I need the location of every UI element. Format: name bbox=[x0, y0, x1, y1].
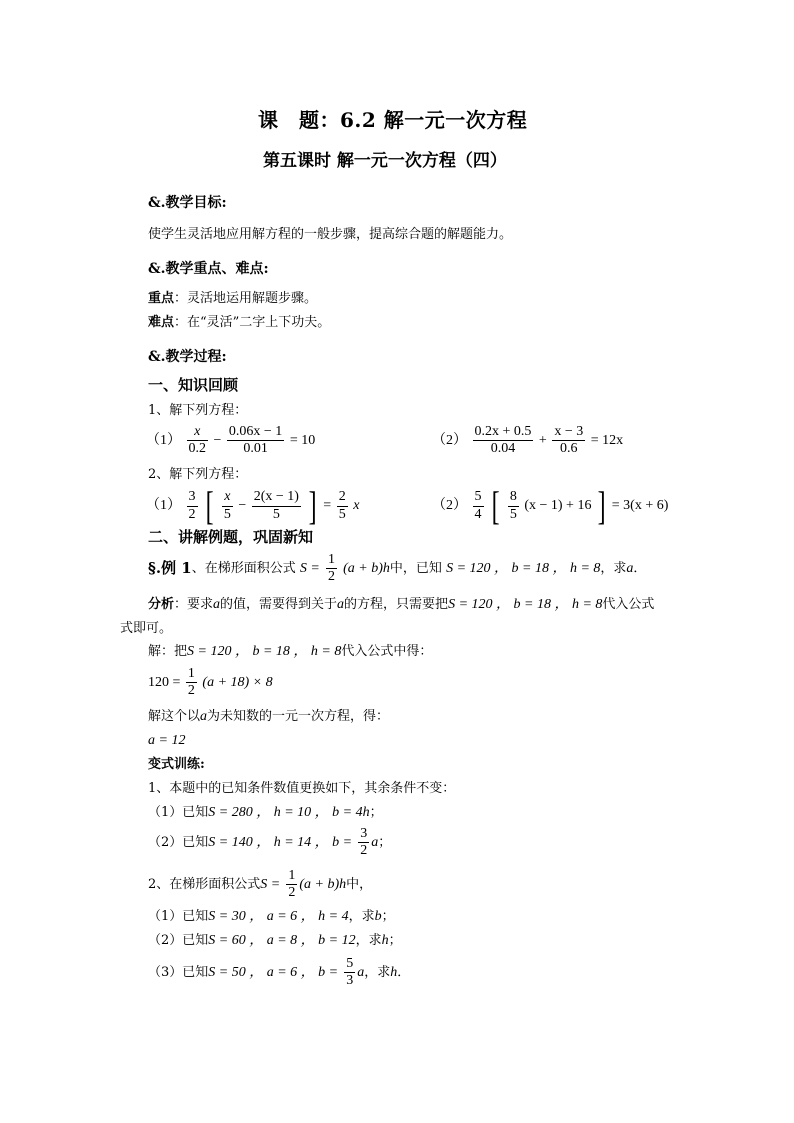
practice-2: 2、在梯形面积公式S = $\frac{1}{2}$ (a + b)h中， bbox=[148, 868, 373, 901]
analysis-label: 分析 bbox=[148, 597, 175, 612]
analysis-continued: 式即可。 bbox=[120, 621, 173, 636]
goals-heading: &.教学目标: bbox=[148, 195, 227, 211]
fraction: $\frac{1}{2}$ bbox=[327, 552, 335, 585]
fraction: $\frac{x}{0.2}$ bbox=[188, 424, 206, 457]
key-label: 重点 bbox=[148, 291, 175, 306]
practice-heading: 变式训练: bbox=[148, 757, 205, 772]
fraction: $\frac{8}{5}$ bbox=[509, 489, 517, 522]
question2-text: 2、解下列方程： bbox=[148, 467, 248, 482]
fraction: $\frac{0.06x - 1}{0.01}$ bbox=[228, 424, 283, 457]
part1-heading: 一、知识回顾 bbox=[148, 376, 239, 394]
key-text: ：灵活地运用解题步骤。 bbox=[174, 291, 318, 306]
example-1: §.例 1、在梯形面积公式 S = $\frac{1}{2}$ (a + b)h中，已知 S = 120 ， b = 18 ， h = 8，求a． bbox=[148, 552, 647, 585]
page-title: 课 题：6.2 解一元一次方程 bbox=[258, 108, 528, 132]
fraction: $\frac{1}{2}$ bbox=[187, 666, 195, 699]
equation-1: （1） $\frac{x}{0.2}$ − $\frac{0.06x - 1}{0.01}$ = 10 bbox=[146, 424, 316, 457]
fraction: $\frac{x - 3}{0.6}$ bbox=[554, 424, 584, 457]
key-point bbox=[148, 292, 317, 305]
solution-answer: a = 12 bbox=[148, 733, 186, 748]
part2-heading: 二、讲解例题，巩固新知 bbox=[148, 528, 314, 546]
page-subtitle: 第五课时 解一元一次方程（四） bbox=[263, 151, 507, 171]
difficult-label: 难点 bbox=[148, 315, 175, 330]
fraction: $\frac{2(x - 1)}{5}$ bbox=[253, 489, 299, 522]
process-heading: &.教学过程: bbox=[148, 349, 227, 365]
practice-2c: （3）已知S = 50 ， a = 6 ， b = $\frac{5}{3}$ a，求h． bbox=[148, 956, 411, 989]
equation-2: （2） $\frac{0.2x + 0.5}{0.04}$ + $\frac{x - 3}{0.6}$ = 12x bbox=[432, 424, 624, 457]
fraction: $\frac{5}{3}$ bbox=[346, 956, 354, 989]
practice-1b: （2）已知S = 140 ， h = 14 ， b = $\frac{3}{2}$ a； bbox=[148, 826, 392, 859]
analysis-line: 分析：要求a的值，需要得到关于a的方程，只需要把S = 120 ， b = 18 ， h = 8代入公式 bbox=[148, 597, 655, 612]
equation-3: （1） $\frac{3}{2}$ [ $\frac{x}{5}$ − $\frac{2(x - 1)}{5}$ ] = $\frac{2}{5}$ x bbox=[146, 483, 360, 528]
practice-1a: （1）已知S = 280 ， h = 10 ， b = 4h； bbox=[148, 805, 383, 820]
keys-heading: &.教学重点、难点: bbox=[148, 261, 269, 277]
fraction: $\frac{x}{5}$ bbox=[223, 489, 231, 522]
solution-explain: 解这个以a为未知数的一元一次方程，得： bbox=[148, 709, 390, 724]
solution-equation: 120 = $\frac{1}{2}$ (a + 18) × 8 bbox=[148, 666, 273, 699]
difficult-text: ：在“灵活”二字上下功夫。 bbox=[174, 315, 331, 330]
practice-2b: （2）已知S = 60 ， a = 8 ， b = 12，求h； bbox=[148, 933, 402, 948]
practice-1: 1、本题中的已知条件数值更换如下，其余条件不变： bbox=[148, 781, 456, 796]
fraction: $\frac{5}{4}$ bbox=[474, 489, 482, 522]
example-label: §.例 1 bbox=[148, 559, 192, 578]
fraction: $\frac{3}{2}$ bbox=[360, 826, 368, 859]
fraction: $\frac{3}{2}$ bbox=[188, 489, 196, 522]
difficult-point bbox=[148, 316, 330, 329]
fraction: $\frac{0.2x + 0.5}{0.04}$ bbox=[474, 424, 532, 457]
fraction: $\frac{1}{2}$ bbox=[288, 868, 296, 901]
question1-text: 1、解下列方程： bbox=[148, 403, 248, 418]
equation-4: （2） $\frac{5}{4}$ [ $\frac{8}{5}$ (x − 1) + 16 ] = 3(x + 6) bbox=[432, 483, 669, 528]
practice-2a: （1）已知S = 30 ， a = 6 ， h = 4，求b； bbox=[148, 909, 395, 924]
goals-text: 使学生灵活地应用解方程的一般步骤，提高综合题的解题能力。 bbox=[148, 227, 513, 242]
solution-line: 解：把S = 120 ， b = 18 ， h = 8代入公式中得： bbox=[148, 644, 433, 659]
fraction: $\frac{2}{5}$ bbox=[338, 489, 346, 522]
